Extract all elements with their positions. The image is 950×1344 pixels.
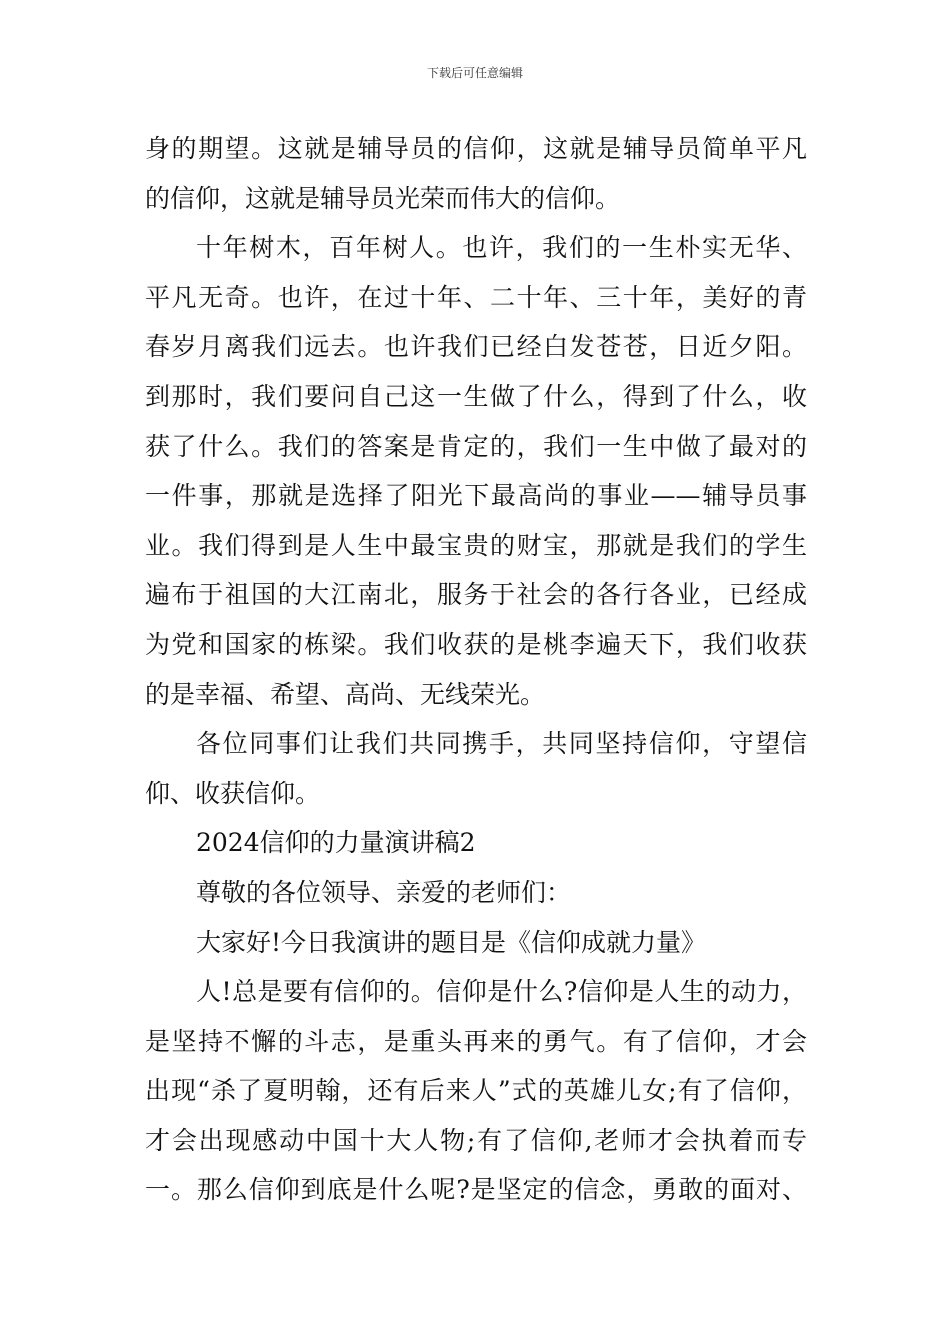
text-line: 是坚持不懈的斗志，是重头再来的勇气。有了信仰，才会 xyxy=(145,1026,807,1056)
paragraph-first-line: 十年树木，百年树人。也许，我们的一生朴实无华、 xyxy=(196,233,807,263)
page-header: 下载后可任意编辑 xyxy=(426,66,523,80)
text-line: 春岁月离我们远去。也许我们已经白发苍苍，日近夕阳。 xyxy=(145,332,807,362)
text-line: 出现“杀了夏明翰，还有后来人”式的英雄儿女;有了信仰， xyxy=(145,1076,807,1106)
greeting-line: 大家好!今日我演讲的题目是《信仰成就力量》 xyxy=(196,927,707,957)
text-line: 仰、收获信仰。 xyxy=(145,778,321,808)
text-line: 身的期望。这就是辅导员的信仰，这就是辅导员简单平凡 xyxy=(145,134,807,163)
section-title: 2024信仰的力量演讲稿2 xyxy=(196,828,476,858)
text-line: 一件事，那就是选择了阳光下最高尚的事业——辅导员事 xyxy=(145,481,807,511)
text-line: 平凡无奇。也许，在过十年、二十年、三十年，美好的青 xyxy=(145,282,807,312)
text-line: 才会出现感动中国十大人物;有了信仰,老师才会执着而专 xyxy=(145,1125,807,1155)
document-body xyxy=(145,124,807,1215)
paragraph-first-line: 各位同事们让我们共同携手，共同坚持信仰，守望信 xyxy=(196,729,807,759)
salutation: 尊敬的各位领导、亲爱的老师们： xyxy=(196,877,572,907)
text-line: 为党和国家的栋梁。我们收获的是桃李遍天下，我们收获 xyxy=(145,629,807,659)
text-line: 业。我们得到是人生中最宝贵的财宝，那就是我们的学生 xyxy=(145,530,807,560)
paragraph-first-line: 人!总是要有信仰的。信仰是什么?信仰是人生的动力， xyxy=(196,977,807,1007)
text-line: 的信仰，这就是辅导员光荣而伟大的信仰。 xyxy=(145,183,621,213)
text-line: 获了什么。我们的答案是肯定的，我们一生中做了最对的 xyxy=(145,431,807,461)
text-line: 一。那么信仰到底是什么呢?是坚定的信念，勇敢的面对、 xyxy=(145,1175,807,1205)
text-line: 到那时，我们要问自己这一生做了什么，得到了什么，收 xyxy=(145,381,807,411)
text-line: 遍布于祖国的大江南北，服务于社会的各行各业，已经成 xyxy=(145,580,807,610)
text-line: 的是幸福、希望、高尚、无线荣光。 xyxy=(145,679,546,709)
